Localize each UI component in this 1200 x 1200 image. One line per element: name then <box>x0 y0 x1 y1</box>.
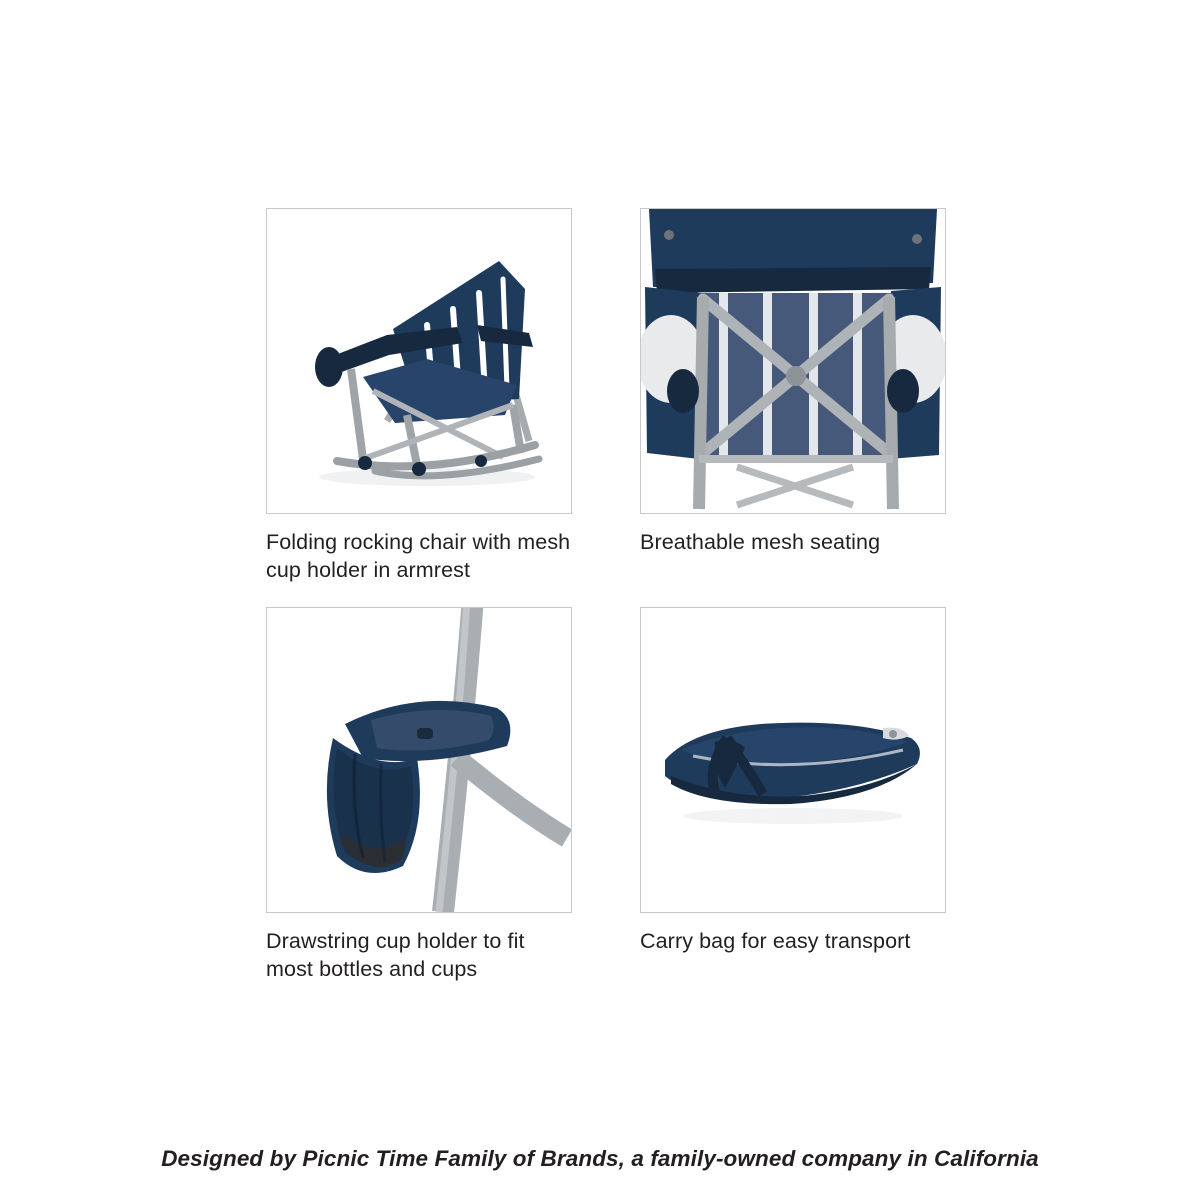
feature-image-drawstring-cup-holder <box>266 607 572 913</box>
feature-cell-carry-bag <box>640 607 946 984</box>
feature-image-carry-bag <box>640 607 946 913</box>
feature-cell-breathable-mesh-seating <box>640 208 946 585</box>
feature-image-folding-rocking-chair <box>266 208 572 514</box>
feature-caption-drawstring-cup-holder: Drawstring cup holder to fit most bottles and cups <box>266 928 525 982</box>
footer-brand-line: Designed by Picnic Time Family of Brands, a family-owned company in California <box>161 1146 1039 1171</box>
feature-row-top <box>266 208 946 585</box>
chair-front-icon <box>267 209 571 513</box>
feature-image-breathable-mesh-seating <box>640 208 946 514</box>
feature-row-bottom <box>266 607 946 984</box>
feature-cell-drawstring-cup-holder <box>266 607 572 984</box>
feature-caption-folding-rocking-chair: Folding rocking chair with mesh cup holder in armrest <box>266 530 571 583</box>
feature-cell-folding-rocking-chair <box>266 208 572 585</box>
feature-grid <box>266 208 946 984</box>
chair-back-mesh-icon <box>641 209 945 513</box>
cup-holder-icon <box>267 608 571 912</box>
feature-caption-carry-bag: Carry bag for easy transport <box>640 928 911 953</box>
feature-caption-breathable-mesh-seating: Breathable mesh seating <box>640 530 881 554</box>
carry-bag-icon <box>641 608 945 912</box>
